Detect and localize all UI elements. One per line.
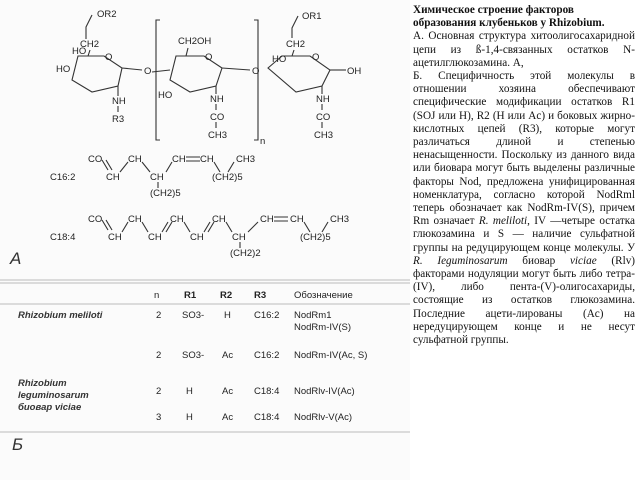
c18-ch2-a: (CH2)2: [230, 248, 261, 259]
row1-name-1: NodRm1: [294, 310, 332, 321]
row2-r1: SO3-: [182, 350, 205, 361]
co-label-2: CO: [210, 112, 225, 123]
nh-label-2: NH: [210, 94, 224, 105]
header-r3: R3: [254, 290, 267, 301]
header-n: n: [154, 290, 160, 301]
ring-oxygen-3: O: [312, 52, 320, 63]
c16-ch2-b: (CH2)5: [212, 172, 243, 183]
c18-ch-1: CH: [108, 232, 122, 243]
row3-r2: Ac: [222, 386, 234, 397]
ch3-label-2: CH3: [208, 130, 228, 141]
nh-label: NH: [112, 96, 126, 107]
row1-n: 2: [156, 310, 162, 321]
c16-ch-c: CH: [150, 172, 164, 183]
c18-ch-9: CH: [290, 214, 304, 225]
caption-text: [413, 4, 635, 347]
para-b-part-3: биовар: [507, 254, 570, 267]
row1-r3: C16:2: [254, 310, 280, 321]
caption-para-a: А. Основная структура хитоолигосахаридной цепи из ß-1,4-связанных остатков N-ацетилглюкозамина. А,: [413, 30, 635, 69]
organism-meliloti: Rhizobium meliloti: [18, 310, 103, 321]
link-oxygen-2: O: [252, 66, 260, 77]
nh-label-3: NH: [316, 94, 330, 105]
c16-ch-a: CH: [106, 172, 120, 183]
ch3-label-3: CH3: [314, 130, 334, 141]
link-oxygen-1: O: [144, 66, 152, 77]
organism-leguminosarum-3: биовар viciae: [18, 402, 82, 413]
row3-n: 2: [156, 386, 162, 397]
c16-co: CO: [88, 154, 103, 165]
para-b-italic-3: viciae: [569, 254, 597, 267]
table-row: [156, 412, 352, 423]
row2-n: 2: [156, 350, 162, 361]
para-b-italic-1: R. meliloti: [478, 215, 528, 228]
r3-label: R3: [112, 114, 125, 125]
row1-r2: H: [224, 310, 231, 321]
repeat-n-label: n: [260, 136, 266, 147]
c18-label: C18:4: [50, 232, 76, 243]
row4-r1: H: [186, 412, 193, 423]
header-designation: Обозначение: [294, 290, 353, 301]
c16-ch3: CH3: [236, 154, 256, 165]
para-b-part-1: Б. Специфичность этой молекулы в отношении хозяина обеспечивают специфические модификации остатков R1 (SOJ или H), R2 (H или Ac) и боковых жирно-кислотных цепей (R3), которые могут различаться длиной и степенью ненасыщенности. Поскольку из данного вида или биовара могут быть выделены различные факторы Nod, предложена унифицированная номенклатура, согласно которой NodRml теперь обозначает как NodRm-IV(S), причем Rm означает: [413, 70, 635, 228]
row3-name: NodRlv-IV(Ac): [294, 386, 355, 397]
c18-ch-5: CH: [190, 232, 204, 243]
c16-ch-b: CH: [128, 154, 142, 165]
table-row: [156, 386, 355, 397]
ho-label-3: HO: [158, 90, 173, 101]
c18-co: CO: [88, 214, 103, 225]
c18-ch-4: CH: [170, 214, 184, 225]
caption-para-b: [413, 70, 635, 347]
caption-title: Химическое строение факторов образования клубеньков у Rhizobium.: [413, 4, 605, 30]
c16-ch-e: CH: [200, 154, 214, 165]
ring-oxygen-2: O: [205, 52, 213, 63]
row4-r3: C18:4: [254, 412, 280, 423]
row4-r2: Ac: [222, 412, 234, 423]
header-r1: R1: [184, 290, 197, 301]
c18-ch-7: CH: [232, 232, 246, 243]
c16-label: C16:2: [50, 172, 76, 183]
ho-label-1: HO: [72, 46, 87, 57]
para-b-part-4: (Rlv) факторами нодуляции могут быть либо тетра-(IV), либо пента-(V)-олигосахариды, состоящие из остатков глюкозамина. Последние ацети-лированы (Ac) на нередуцирующем конце и не несут сульфатной группы.: [413, 254, 636, 347]
header-r2: R2: [220, 290, 233, 301]
c18-ch-8: CH: [260, 214, 274, 225]
row3-r3: C18:4: [254, 386, 280, 397]
row2-r3: C16:2: [254, 350, 280, 361]
row1-name-2: NodRm-IV(S): [294, 322, 352, 333]
panel-b-label: Б: [12, 435, 24, 454]
c18-ch-3: CH: [148, 232, 162, 243]
oh-label: OH: [347, 66, 362, 77]
ch2oh-label: CH2OH: [178, 36, 212, 47]
ch2-label-3: CH2: [286, 39, 306, 50]
ch2-label: CH2: [80, 39, 100, 50]
c18-ch2-b: (CH2)5: [300, 232, 331, 243]
or2-label: OR2: [97, 9, 117, 20]
para-b-part-2: , IV —четыре остатка глюкозамина и S — наличие сульфатной группы на редуцирующем конце молекулы. У: [413, 215, 635, 254]
ho-label-4: HO: [272, 54, 287, 65]
panel-a-label: А: [10, 249, 22, 268]
organism-leguminosarum-1: Rhizobium: [18, 378, 67, 389]
c18-ch-2: CH: [128, 214, 142, 225]
ho-label-2: HO: [56, 64, 71, 75]
table-row: [156, 350, 367, 361]
co-label-3: CO: [316, 112, 331, 123]
c16-ch-d: CH: [172, 154, 186, 165]
row4-n: 3: [156, 412, 162, 423]
row3-r1: H: [186, 386, 193, 397]
row1-r1: SO3-: [182, 310, 205, 321]
organism-leguminosarum-2: leguminosarum: [18, 390, 89, 401]
row2-name: NodRm-IV(Ac, S): [294, 350, 368, 361]
ring-oxygen: O: [105, 52, 113, 63]
c18-ch3: CH3: [330, 214, 350, 225]
para-b-italic-2: R. Ieguminosarum: [413, 254, 508, 267]
row4-name: NodRlv-V(Ac): [294, 412, 353, 423]
or1-label: OR1: [302, 11, 322, 22]
c18-ch-6: CH: [212, 214, 226, 225]
row2-r2: Ac: [222, 350, 234, 361]
c16-ch2-a: (CH2)5: [150, 188, 181, 199]
